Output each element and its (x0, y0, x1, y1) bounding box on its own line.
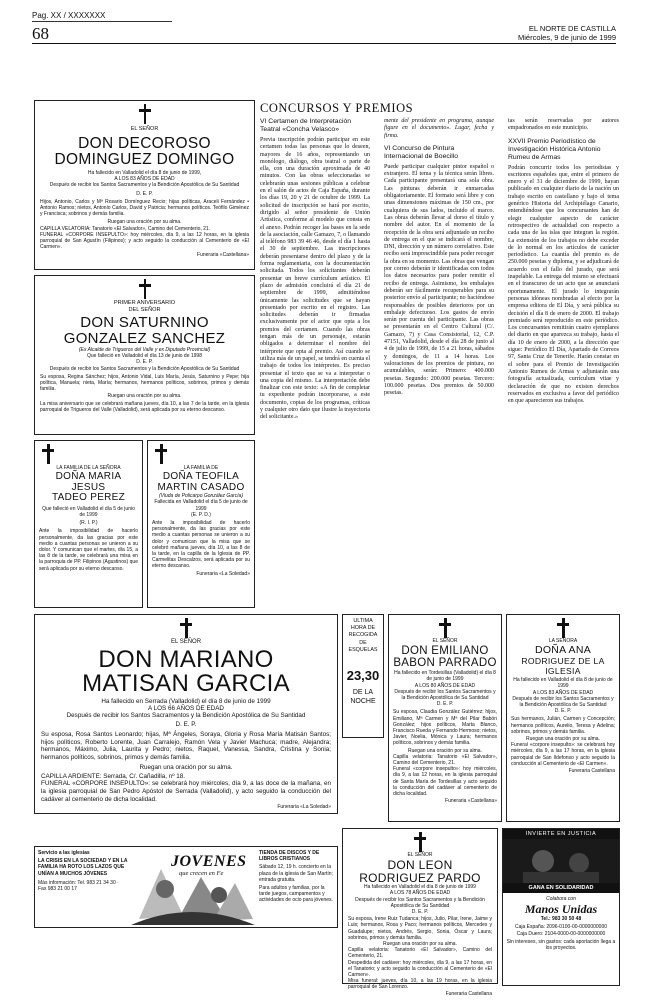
obit-died: Ha fallecido en Serrada (Valladolid) el día 8 de junio de 1999 (101, 698, 271, 705)
obit-funeral: FUNERAL «CORPORE INSEPULTO»: se celebrará hoy miércoles, día 9, a las doce de la mañana, en la iglesia parroquial de San Pedro Apóstol de Serrada (Valladolid), y acto seguido la conducción del cadáver al cementerio de dicha localidad. (41, 780, 331, 803)
obit-rip: D. E. P. (436, 701, 454, 708)
obit-died: Ha fallecido en Tordesillas (Valladolid) el día 8 de junio de 1999 (394, 670, 496, 683)
obit-role: EL SEÑOR (407, 852, 433, 858)
ad-phone: Tel.: 983 30 50 48 (540, 916, 582, 923)
ad-manos-unidas (502, 828, 620, 986)
cross-icon (179, 618, 193, 638)
obit-age: A LOS 83 AÑOS DE EDAD (114, 176, 175, 183)
obit-name-line2: MARTIN CASADO (157, 481, 245, 493)
obit-role: LA SEÑORA (548, 638, 578, 644)
ad-right-line-2: Sábado 12, 19 h. concierto en la plaza de la iglesia de San Martín; entrada gratuita. (259, 864, 333, 883)
article-text-3a: tas serán reservadas por autores empadronados en este municipio. (508, 118, 619, 132)
obit-prayer: Ruegan una oración por su alma. (408, 747, 482, 754)
deadline-sub-2: NOCHE (350, 698, 376, 706)
obit-rip: D. E. P. (136, 359, 153, 366)
obit-text: Ante la imposibilidad de hacerlo personalmente, da las gracias por este medio a cuantas personas se unieron a su dolor. Y comunican que el martes, día 15, a las 8 de la tarde, se celebrará una misa en la parroquia de PP. Filipinos (Agustinos) que será aplicada por su eterno descanso. (39, 528, 138, 572)
cross-icon (138, 279, 152, 299)
obit-name-line1: DON DECOROSO (78, 135, 211, 152)
deadline-sub-1: DE LA (352, 689, 374, 697)
ad-left-line-3: Más información: Tel. 983 21 34 30 · Fax 983 21 00 17 (38, 879, 119, 893)
obituary-emiliano (388, 614, 502, 822)
newspaper-name: EL NORTE DE CASTILLA (528, 24, 616, 33)
obit-anniversary: PRIMER ANIVERSARIO (113, 300, 176, 306)
obit-died: Que falleció en Valladolid el día 5 de junio de 1999 (42, 505, 135, 518)
ad-right-line-1: TIENDA DE DISCOS Y DE LIBROS CRISTIANOS (259, 850, 320, 863)
obit-text: Ante la imposibilidad de hacerlo personalmente, da las gracias por este medio a cuantas personas se unieron a su dolor y comunican que la misa que se celebró mañana jueves, día 10, a las 8 de la tarde, en la capilla de la Iglesia de PP. Carmelitas Descalzos, será aplicada por su eterno descanso. (152, 520, 250, 570)
page-label: Pag. XX / XXXXXXX (32, 11, 106, 20)
ad-collab: Colabora con (546, 896, 576, 902)
article-subheading-1: VI Certamen de Interpretación Teatral «Concha Velasco» (260, 118, 352, 133)
article-subheading-2: VI Concurso de Pintura Internacional de Boecillo (384, 144, 459, 160)
obit-sacraments: Después de recibir los Santos Sacramentos y la Bendición Apostólica de Su Santidad (66, 712, 306, 719)
ad-account-2: Caja Duero: 2104-0000-00-0000000000 (516, 930, 606, 937)
obit-role: EL SEÑOR (432, 638, 458, 644)
obit-age: A LOS 78 AÑOS DE EDAD (389, 890, 451, 897)
obit-role: DEL SEÑOR (128, 307, 161, 313)
obit-died: Que falleció en Valladolid el día 13 de junio de 1998 (87, 353, 202, 360)
ad-footer: Sin intereses, sin gastos: cada aportación llega a los proyectos. (506, 938, 616, 952)
obit-rip: D. E. P. (136, 190, 153, 197)
cross-icon (41, 444, 55, 464)
obit-role: LA FAMILIA DE LA SEÑORA (56, 465, 121, 471)
article-text-3b: Podrán concurrir todos los periodistas y escritores españoles que, entre el primero de enero y el 31 de diciembre de 1999, hayan publicado en cualquier diario de la nación un trabajo escrito en castellano y bajo el tema genérico Historia del Archipiélago Canario, entendiéndose que los concursantes han de elegir cualquier aspecto de carácter retrospectivo de actualidad con respecto a cada una de las islas que integran la región. La extensión de los trabajos no debe exceder de lo normal en los artículos de carácter periodístico. La cuantía del premio es de 250.000 pesetas y diploma, y se adjudicará de acuerdo con el fallo del jurado, que será inapelable. La entrega del mismo se efectuará en el transcurso de un acto que se anunciará oportunamente. El jurado lo integrarán personas idóneas nombradas al efecto por la empresa editora de El Día, y será pública su decisión el día 8 de enero de 2000. El trabajo premiado será reproducido en este periódico. Los concursantes remitirán cuatro ejemplares del diario en que aparezca su trabajo, hasta el día 10 de enero de 2000, a la dirección que sigue: Periódico El Día, Apartado de Correos 97, Santa Cruz de Tenerife. Harán constar en el sobre para el Premio de Investigación Antonio Rumeu de Armas y adjuntarán una fotografía actualizada, currículum vitae y declaración de que no existen derechos reservados en exclusiva a favor del periódico en que aparecieron sus trabajos. (508, 164, 619, 405)
deadline-line-3: RECOGIDA (348, 632, 378, 639)
obit-name-line2: TADEO PEREZ (51, 492, 126, 504)
obit-mass: Misa funeral: jueves, día 10, a las 19 horas, en la iglesia parroquial de San Lorenzo. (348, 978, 492, 991)
obit-rip: D. E. P. (554, 708, 572, 715)
deadline-line-4: DE ESQUELAS (348, 639, 378, 653)
ad-org-name: Manos Unidas (524, 902, 598, 917)
cross-icon (413, 832, 427, 852)
obit-chapel: Capilla velatoria: Tanatorio «El Salvador», Camino del Cementerio, 21. (393, 753, 497, 767)
obit-name-line2: GONZALEZ SANCHEZ (63, 329, 226, 347)
obit-name-line2: DOMINGUEZ DOMINGO (54, 151, 235, 168)
obit-funeral-home: Funeraria «La Soledad» (277, 804, 331, 811)
obit-rip: (R. I. P.) (79, 520, 98, 527)
obit-funeral: FUNERAL «CORPORE INSEPULTO»: hoy miércoles, día 9, a las 12 horas, en la iglesia parroquial de San Agustín (Filipinos); y acto seguido la conducción al Cementerio de «El Carmen». (40, 231, 249, 251)
article-heading: CONCURSOS Y PREMIOS (260, 101, 414, 115)
obit-role: EL SEÑOR (130, 126, 159, 132)
obit-name-line2: MATISAN GARCIA (82, 670, 290, 697)
obit-title: (Ex Alcalde de Trigueros del Valle y ex Diputado Provincial) (78, 347, 211, 353)
obit-funeral: Funeral «corpore insepulto»: se celebrará hoy miércoles, día 9, a las 17 horas, en la iglesia parroquial de San Ildefonso y acto seguido la conducción al Cementerio de «El Carmen». (511, 742, 615, 767)
article-text-2a: mente del presidente en programa, aunque figure en el documento». Lugar, fecha y firma. (384, 118, 494, 139)
obit-sacraments: Después de recibir los Santos Sacramentos y la Bendición Apostólica de Su Santidad (512, 695, 614, 709)
ad-right-line-3: Para adultos y familias, por la tarde juegos, campamentos y actividades de ocio para jóvenes. (259, 885, 333, 904)
cross-icon (138, 104, 152, 124)
obit-name-line1: DON SATURNINO (80, 314, 209, 331)
article-column-2 (384, 118, 494, 608)
obit-prayer: Ruegan una oración por su alma. (107, 219, 182, 226)
obituary-mariano (34, 614, 338, 814)
obit-rip: D. E. P. (175, 721, 197, 728)
ad-jovenes (34, 846, 338, 928)
obit-funeral-home: Funeraria «Castellana» (197, 252, 249, 259)
cross-icon (154, 444, 168, 464)
obit-chapel: CAPILLA VELATORIA: Tanatorio «El Salvador», Camino del Cementerio, 21. (40, 225, 211, 232)
obit-age: A LOS 83 AÑOS DE EDAD (532, 689, 594, 696)
cross-icon (438, 618, 452, 638)
obit-rip: (E. P. D.) (191, 511, 211, 518)
obit-family: Su esposa, Irene Ruiz Tudanca; hijos, Julio, Pilar, Irene, Jaime y Luis; hermanos, Rosa y Paco; hermanos políticos, Mercedes y Guadalupe; nietos, Andrés, Sergio, Sonia, Óscar y Laura; sobrinos, primos y demás familia. (348, 916, 492, 941)
obit-age: A LOS 80 AÑOS DE EDAD (414, 682, 476, 689)
obit-role: LA FAMILIA DE (183, 465, 219, 471)
obit-name-line1: DON LEON (387, 858, 453, 873)
obit-sacraments: Después de recibir los Santos Sacramentos y la Bendición Apostólica de Su Santidad (49, 365, 240, 372)
obit-prayer: Ruegan una oración por su alma. (526, 736, 600, 743)
obit-name-line1: DOÑA TEOFILA (162, 471, 240, 483)
obit-funeral-home: Funeraria Castellana (445, 990, 492, 997)
ad-jovenes-right (259, 850, 335, 926)
obit-name-line1: DON MARIANO (98, 646, 274, 673)
obit-funeral-home: Funeraria «La Soledad» (196, 570, 250, 577)
obit-role: EL SEÑOR (170, 639, 202, 645)
obit-family: Su esposa, Claudia González Gutiérrez; hijos, Emiliano, Mª Carmen y Mª del Pilar Babón González; hijos políticos, Marta Blanco, Francisco Rueda y Fernando Hermoso; nietos, Javier, Noelia, Mónica y Laura; hermanos políticos, sobrinos y demás familia. (393, 709, 497, 747)
ad-jovenes-collage (131, 849, 255, 926)
obit-departure: Despedida del cadáver: hoy miércoles, día 9, a las 17 horas, en el Tanatorio; y acto seguido la conducción al Cementerio de «El Carmen». (348, 959, 492, 979)
ad-jovenes-title: JOVENES (171, 853, 247, 870)
ad-top-banner: INVIERTE EN JUSTICIA (503, 829, 619, 839)
ad-jovenes-subtitle: que crecen en Fe (179, 870, 224, 877)
article-subheading-3: XXVII Premio Periodístico de Investigación Histórica Antonio Rumeu de Armas (508, 137, 601, 161)
cross-icon (556, 618, 570, 638)
deadline-line-2: HORA DE (350, 625, 376, 632)
obit-funeral: Funeral «corpore insepulto»: hoy miércoles, día 9, a las 12 horas, en la iglesia parroquial de Santa María de Tordesillas y acto seguido la conducción del cadáver al cementerio de dicha localidad. (393, 766, 497, 798)
obit-died: Ha fallecido en Valladolid el día 8 de junio de 1999 (513, 677, 613, 690)
obit-died: Ha fallecido en Valladolid el día 8 de junio de 1999, (87, 170, 202, 176)
obit-sacraments: Después de recibir los Santos Sacramentos y la Bendición Apostólica de Su Santidad (355, 896, 485, 909)
article-text-1: Previa inscripción podrán participar en este certamen todas las personas que lo deseen, mayores de 16 años, representando un monólogo, diálogo, obra teatral o parte de ella, con una duración aproximada de 40 minutos. Con las obras seleccionadas se celebrarán unas sesiones públicas a celebrar en el salón de actos de Caja España, durante los días 19, 20 y 21 de octubre de 1999. La solicitud de inscripción se hará por escrito, dirigido al señor presidente de Unión Artística, conforme al modelo que consta en el anexo. Podrán recoger las bases en la sede de la asociación, calle Gamazo, 7, o llamando al teléfono 983 39 46 46, desde el día 1 hasta el 30 de septiembre. Las inscripciones deberán presentarse dentro del plazo y de la forma reglamentaria, con la documentación solicitada. Todos los solicitantes deberán presentar un breve currículum artístico. El plazo de admisión concluirá el día 21 de septiembre de 1999, admitiéndose únicamente las solicitudes que se hayan presentado por escrito en el registro. Las solicitudes deberán ir firmadas exclusivamente por el actor que opta a los premios del certamen. Cuando las obras tengan más de un personaje, estarán obligados a determinar el nombre del intérprete que opta al premio. Así cuando se utiliza más de un papel, se tendrá en cuenta el trabajo de todos los intérpretes. Es preciso presentar el texto que se va a interpretar o una copia del mismo. La interpretación debe finalizar con este texto: «A fin de completar tu expediente podrán incorporarse, a este documento, copias de los programas, críticas y cualquier otro dato que ilustre la trayectoria del solicitante.» (260, 137, 370, 421)
deadline-time: 23,30 (346, 668, 380, 684)
obit-name-line2: BABON PARRADO (393, 657, 497, 670)
obit-mass: La misa aniversario que se celebrará mañana jueves, día 10, a las 7 de la tarde, en la iglesia parroquial de Trigueros del Valle (Valladolid), será aplicada por su eterno descanso. (40, 400, 249, 413)
deadline-box (342, 614, 384, 738)
obit-sacraments: Después de recibir los Santos Sacramentos y la Bendición Apostólica de Su Santidad (394, 688, 496, 702)
obit-family: Hijos, Antonio, Carlos y Mª Rosario Domínguez Recio; hijas políticas, Araceli Fernández • Antonio Ramos; nietos, Antonio Carlos, David y Patricia; hermanos políticos. Teófilo Giménez y Francisca; sobrinos y demás familia. (40, 198, 249, 218)
obituary-decoroso (34, 100, 255, 270)
ad-left-line-1: Servicio a las iglesias (38, 850, 90, 856)
obit-prayer: Ruegan una oración por su alma. (383, 941, 457, 948)
page-date: Miércoles, 9 de junio de 1999 (518, 33, 616, 42)
obit-died: Fallecida en Valladolid el día 5 de junio de 1999 (154, 499, 248, 512)
obit-age: A LOS 66 AÑOS DE EDAD (148, 705, 224, 712)
obit-family: Su esposa, Regina Sánchez; hijos, Antonio Vidal, Luis María, Jesús, Saturnino y Pepe; hija política, Manuela; nieta, María; hermanos, hermanos políticos, sobrinos, primos y demás familia. (40, 373, 249, 393)
obit-funeral-home: Funeraria «Castellana» (445, 798, 497, 805)
obit-family: Su esposa, Rosa Santos Leonardo; hijas, Mª Ángeles, Soraya, Gloria y Rosa María Matisán Santos; hijos políticos, Roberto Lorente, Juan Carralejo, Ramón Vela y Javier Machuca; madre, Alejandra; hermanos, Máximo, Julia, Laurita y Pedro; nietos, Raquel, Vanessa, Sandra, Cristina y Sonia; hermanos políticos, sobrinos, primos y demás familia. (41, 731, 331, 761)
ad-photo (503, 839, 619, 883)
article-column-3 (508, 118, 619, 608)
ad-left-line-2: LA CRISIS EN LA SOCIEDAD Y EN LA FAMILIA HA ROTO LOS LAZOS QUE UNÍAN A MUCHOS JÓVENES (38, 858, 128, 877)
ad-account-1: Caja España: 2096-0100-00-0000000000 (514, 924, 608, 931)
obituary-ana (506, 614, 620, 822)
deadline-line-1: ULTIMA (353, 618, 373, 624)
obit-name-line2: RODRIGUEZ DE LA IGLESIA (521, 656, 605, 677)
obit-name-line1: DOÑA ANA (534, 644, 592, 657)
article-text-2b: Puede participar cualquier pintor español o extranjero. El tema y la técnica serán libres. Cada participante presentará una sola obra. Las pinturas deberán ir enmarcadas obligatoriamente. El formato será libre y con unas dimensiones máximas de 150 cm., por cualquiera de sus lados, incluido el marco. Las obras deberán llevar al dorso el título y nombre del autor. En el momento de la recepción de la obra será adjuntado un recibo de entrega en el que se indicará el nombre, DNI, dirección y un número correlativo. Este recibo será imprescindible para poder recoger la obra en su momento. Las obras que vengan por correo deberán ir identificadas con todos los datos necesarios para poder remitir el recibo de entrega. Asimismo, los embalajes deberán ser fácilmente recuperables para su posterior envío al participante; no haciéndose responsables de posibles deterioros por un embalaje defectuoso. Los gastos de envío serán por cuenta del participante. Las obras se presentarán en el Centro Cultural (C/. Gamazo, 7) y Casa Consistorial, 12, C.P. 47151, Valladolid, desde el día 28 de junio al 4 de julio de 1999, de 15 a 21 horas, sábados y domingos, de 11 a 14 horas. Los valoraciones de los premios de pintura, no acumulables, serán: Primero: 400.000 pesetas. Segundo: 200.000 pesetas. Tercero: 100.000 pesetas. Dos premios de 50.000 pesetas. (384, 163, 494, 397)
obit-sacraments: Después de recibir los Santos Sacramentos y la Bendición Apostólica de Su Santidad (49, 182, 240, 189)
obituary-leon (342, 828, 498, 997)
obit-prayer: Ruegan una oración por su alma. (139, 764, 233, 772)
obit-rip: D. E. P. (411, 909, 429, 916)
obit-chapel: Capilla velatoria: Tanatorio «El Salvador», Camino del Cementerio, 21. (348, 947, 492, 960)
ad-jovenes-left (38, 850, 128, 926)
obit-name-line1: DON EMILIANO (401, 645, 489, 658)
obit-funeral-home: Funeraria Castellana (568, 768, 615, 775)
obit-family: Sus hermanos, Julián, Carmen y Concepción; hermanos políticos, Aurelio, Teresa y Adelina; sobrinos, primos y demás familia. (511, 716, 615, 735)
page-number: 68 (32, 24, 49, 43)
ad-slogan: GANA EN SOLIDARIDAD (503, 883, 619, 893)
article-column-1 (260, 118, 370, 608)
obit-died: Ha fallecido en Valladolid el día 8 de junio de 1999 (364, 884, 476, 891)
obit-chapel: CAPILLA ARDIENTE: Serrada, C/. Cañadilla, nº 18. (41, 773, 186, 781)
obit-name-line1: DOÑA MARIA JESUS (55, 471, 122, 493)
obituary-saturnino (34, 275, 255, 435)
obit-prayer: Ruegan una oración por su alma. (107, 393, 182, 400)
obituary-teofila (147, 440, 255, 608)
obit-name-line2: RODRIGUEZ PARDO (359, 870, 481, 885)
contests-article (260, 101, 620, 609)
obituary-maria-jesus (34, 440, 143, 608)
obit-widow: (Viuda de Policarpo González García) (158, 493, 244, 500)
